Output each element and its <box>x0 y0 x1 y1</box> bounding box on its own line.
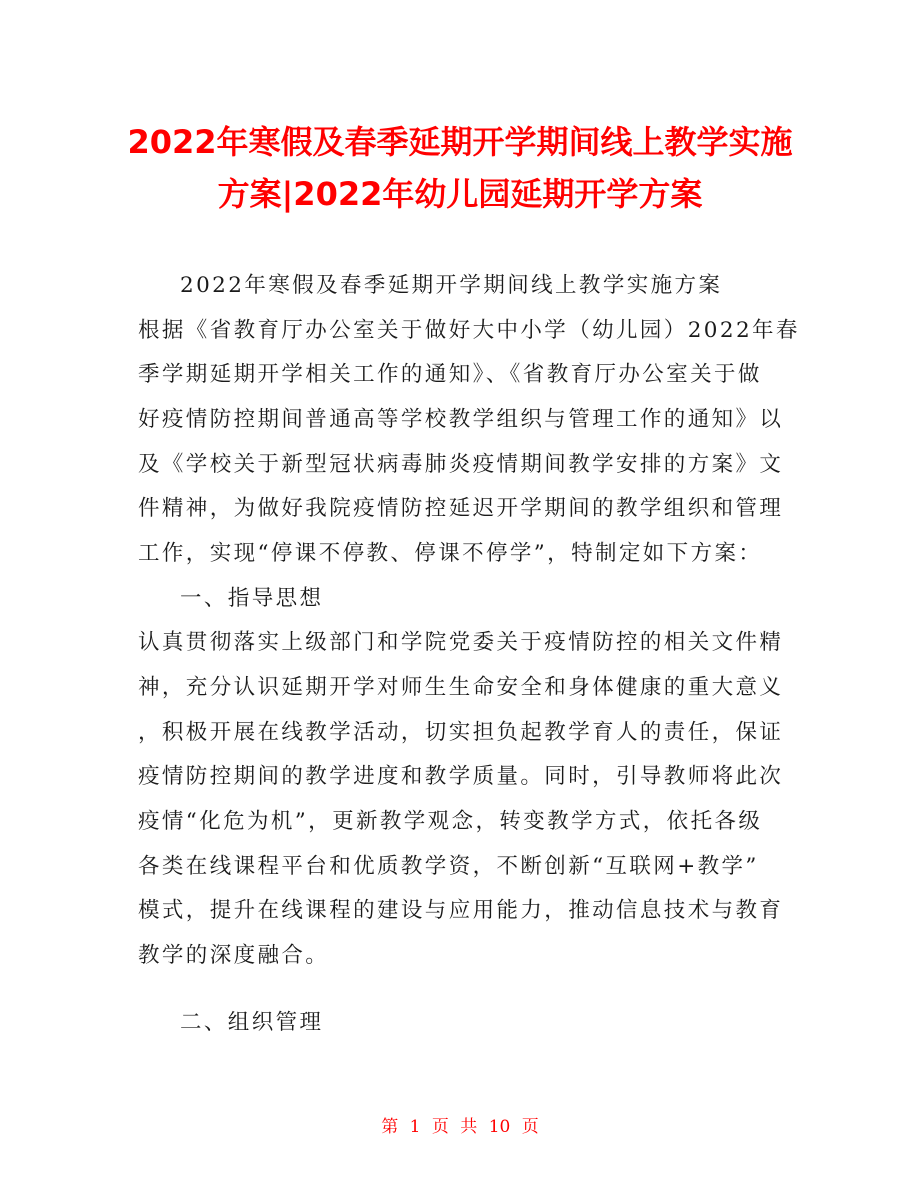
paragraph-line: 好疫情防控期间普通高等学校教学组织与管理工作的通知》以 <box>138 407 784 432</box>
paragraph-line: 神，充分认识延期开学对师生生命安全和身体健康的重大意义 <box>138 675 784 700</box>
document-title-line-1: 2022年寒假及春季延期开学期间线上教学实施 <box>127 123 793 161</box>
paragraph-line: ，积极开展在线教学活动，切实担负起教学育人的责任，保证 <box>138 720 784 745</box>
paragraph-line: 季学期延期开学相关工作的通知》、《省教育厅办公室关于做 <box>138 362 762 387</box>
section-heading-organization: 二、组织管理 <box>180 1010 324 1035</box>
paragraph-line: 教学的深度融合。 <box>138 943 330 968</box>
document-title-line-2: 方案|2022年幼儿园延期开学方案 <box>217 175 703 213</box>
paragraph-line: 2022年寒假及春季延期开学期间线上教学实施方案 <box>180 273 723 298</box>
page-footer: 第 1 页 共 10 页 <box>381 1117 539 1137</box>
paragraph-line: 疫情防控期间的教学进度和教学质量。同时，引导教师将此次 <box>138 764 784 789</box>
paragraph-line: 及《学校关于新型冠状病毒肺炎疫情期间教学安排的方案》文 <box>138 452 784 477</box>
paragraph-line: 工作，实现“停课不停教、停课不停学”，特制定如下方案： <box>138 541 763 566</box>
paragraph-line: 根据《省教育厅办公室关于做好大中小学（幼儿园）2022年春 <box>138 318 800 343</box>
paragraph-line: 模式，提升在线课程的建设与应用能力，推动信息技术与教育 <box>138 898 784 923</box>
paragraph-line: 疫情“化危为机”，更新教学观念，转变教学方式，依托各级 <box>138 809 763 834</box>
paragraph-line: 认真贯彻落实上级部门和学院党委关于疫情防控的相关文件精 <box>138 630 784 655</box>
paragraph-line: 件精神，为做好我院疫情防控延迟开学期间的教学组织和管理 <box>138 496 784 521</box>
paragraph-line: 各类在线课程平台和优质教学资，不断创新“互联网+教学” <box>138 854 759 879</box>
section-heading-guiding-ideology: 一、指导思想 <box>180 586 324 611</box>
